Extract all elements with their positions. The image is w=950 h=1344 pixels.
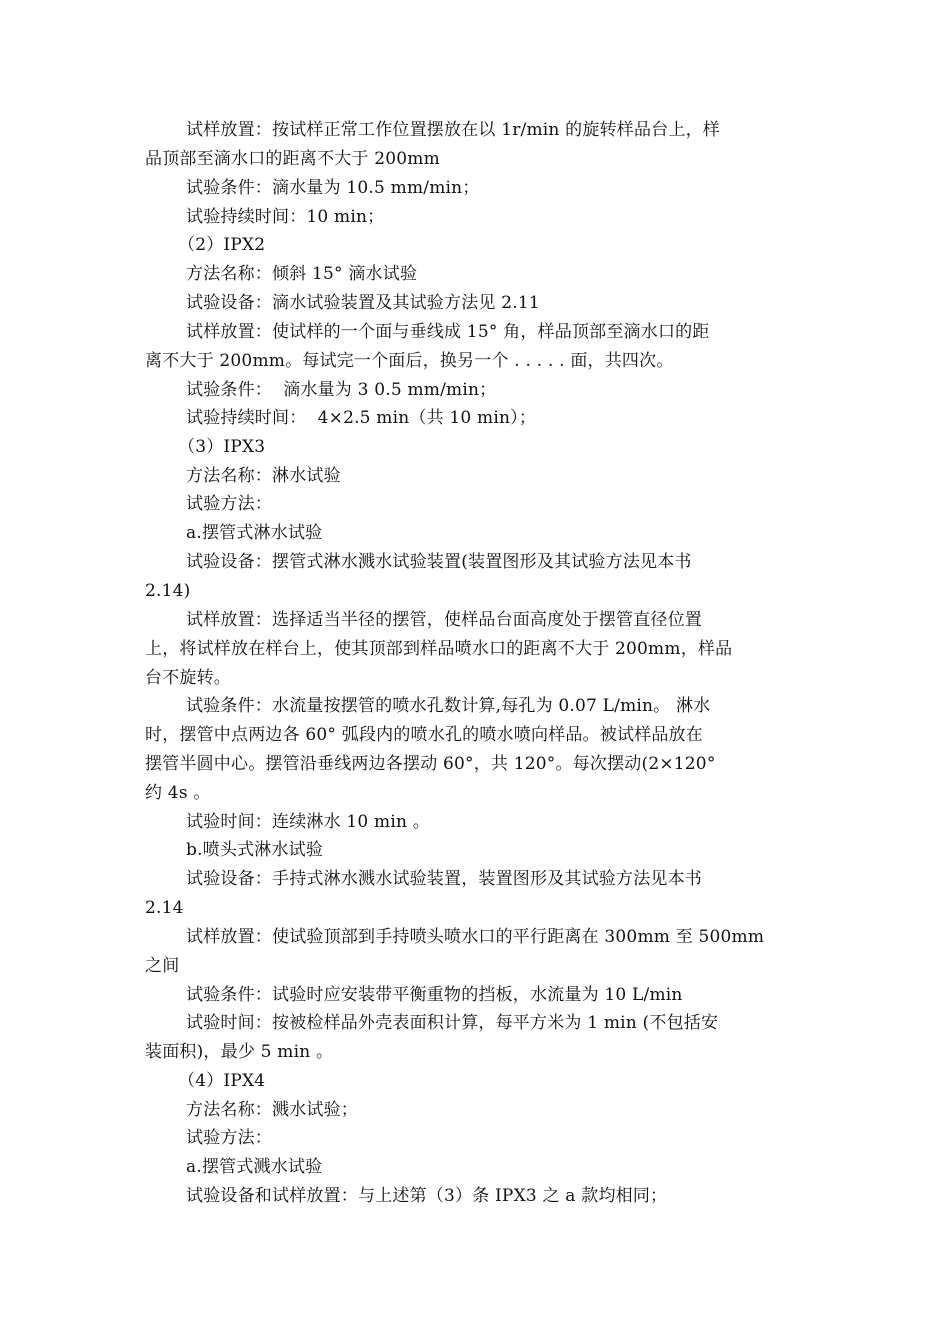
text-line: 试验持续时间： 4×2.5 min（共 10 min）； (186, 408, 537, 428)
text-line: 方法名称：溅水试验； (186, 1100, 358, 1120)
text-line: 方法名称：倾斜 15° 滴水试验 (186, 264, 418, 284)
text-line: 试验条件： 滴水量为 3 0.5 mm/min； (186, 380, 497, 400)
text-line: 试验持续时间：10 min； (186, 207, 385, 227)
text-line: 试验条件：试验时应安装带平衡重物的挡板，水流量为 10 L/min (186, 985, 683, 1005)
text-line: 摆管半圆中心。摆管沿垂线两边各摆动 60°，共 120°。每次摆动(2×120° (145, 754, 716, 774)
section-heading: （4）IPX4 (178, 1071, 266, 1091)
text-line: 试验设备和试样放置：与上述第（3）条 IPX3 之 a 款均相同； (186, 1186, 668, 1206)
text-line: 2.14 (145, 898, 184, 918)
text-line: 试验设备：摆管式淋水溅水试验装置(装置图形及其试验方法见本书 (186, 552, 692, 572)
text-line: 离不大于 200mm。每试完一个面后，换另一个 . . . . . 面，共四次。 (145, 351, 674, 371)
text-line: 台不旋转。 (145, 668, 231, 688)
text-line: 试验时间：按被检样品外壳表面积计算，每平方米为 1 min (不包括安 (186, 1013, 719, 1033)
text-line: 试样放置：选择适当半径的摆管，使样品台面高度处于摆管直径位置 (186, 610, 702, 630)
text-line: a.摆管式淋水试验 (186, 523, 323, 543)
text-line: 方法名称：淋水试验 (186, 466, 341, 486)
text-line: 试验设备：手持式淋水溅水试验装置，装置图形及其试验方法见本书 (186, 869, 702, 889)
text-line: 2.14) (145, 581, 191, 601)
text-line: b.喷头式淋水试验 (186, 840, 324, 860)
text-line: 装面积)，最少 5 min 。 (145, 1042, 334, 1062)
text-line: 约 4s 。 (145, 783, 211, 803)
text-line: 试验条件：水流量按摆管的喷水孔数计算,每孔为 0.07 L/min。 淋水 (186, 696, 711, 716)
text-line: 试样放置：按试样正常工作位置摆放在以 1r/min 的旋转样品台上，样 (186, 120, 720, 140)
text-line: 之间 (145, 956, 180, 976)
text-line: 试验时间：连续淋水 10 min 。 (186, 812, 430, 832)
text-line: 试验方法： (186, 1128, 272, 1148)
text-line: 试验方法： (186, 494, 272, 514)
text-line: 试验条件：滴水量为 10.5 mm/min； (186, 178, 480, 198)
text-line: 试样放置：使试验顶部到手持喷头喷水口的平行距离在 300mm 至 500mm (186, 927, 765, 947)
text-line: 试样放置：使试样的一个面与垂线成 15° 角，样品顶部至滴水口的距 (186, 322, 710, 342)
text-line: 时，摆管中点两边各 60° 弧段内的喷水孔的喷水喷向样品。被试样品放在 (145, 725, 703, 745)
section-heading: （2）IPX2 (178, 235, 266, 255)
text-line: 试验设备：滴水试验装置及其试验方法见 2.11 (186, 293, 540, 313)
text-line: a.摆管式溅水试验 (186, 1157, 323, 1177)
section-heading: （3）IPX3 (178, 437, 266, 457)
text-line: 上，将试样放在样台上，使其顶部到样品喷水口的距离不大于 200mm，样品 (145, 639, 733, 659)
text-line: 品顶部至滴水口的距离不大于 200mm (145, 149, 440, 169)
